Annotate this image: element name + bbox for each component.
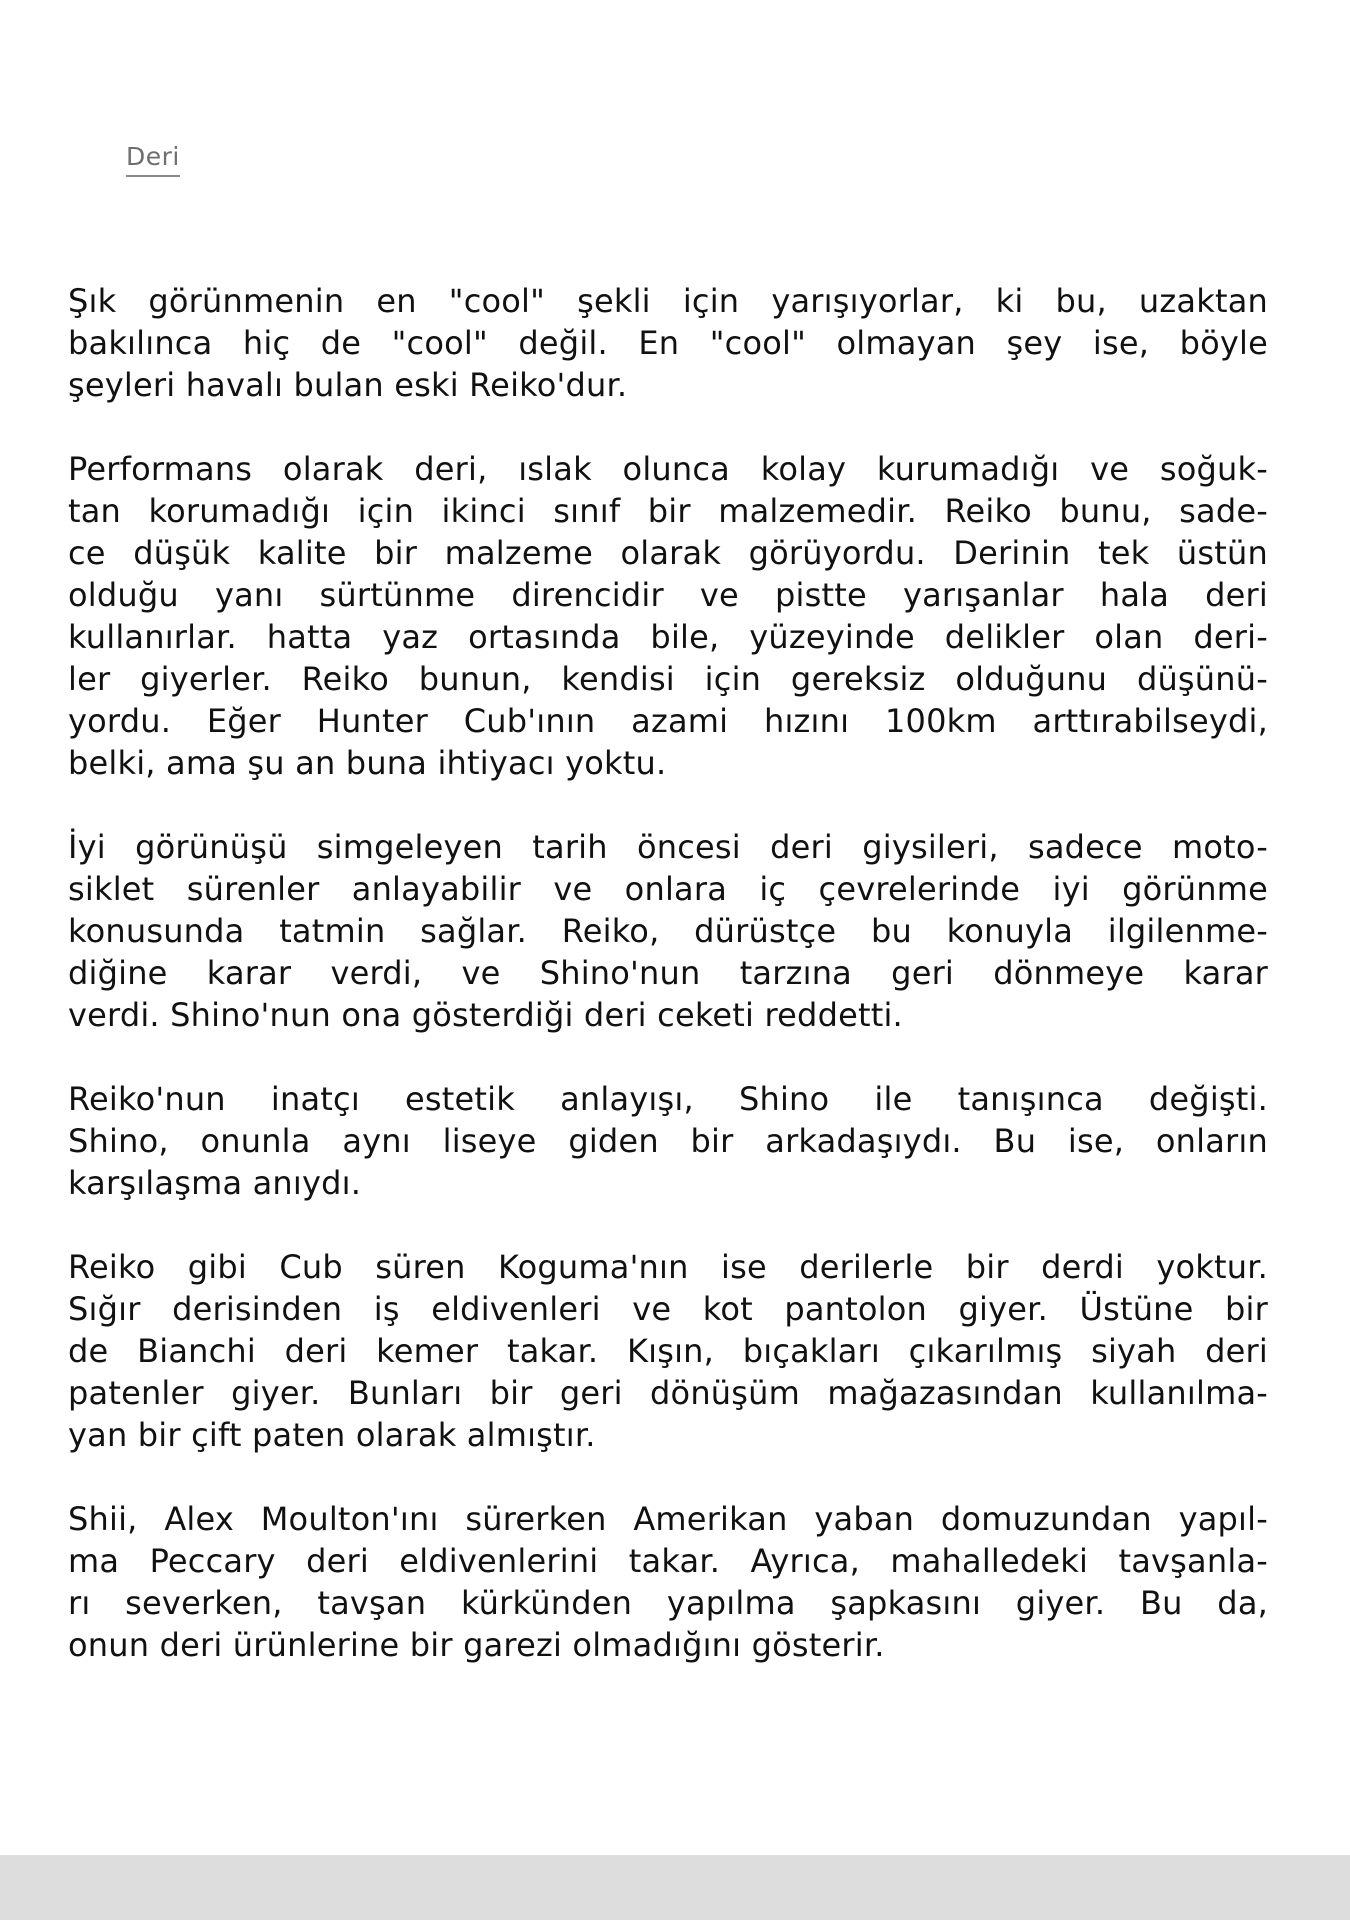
paragraph [68,1498,1268,1666]
text-line: yan bir çift paten olarak almıştır. [68,1416,596,1454]
text-line: rı severken, tavşan kürkünden yapılma şapkasını giyer. Bu da, [68,1584,1268,1622]
paragraph [68,448,1268,784]
text-line: Reiko gibi Cub süren Koguma'nın ise derilerle bir derdi yoktur. [68,1248,1268,1286]
section-label: Deri [126,144,180,177]
text-line: yordu. Eğer Hunter Cub'ının azami hızını 100km arttırabilseydi, [68,702,1268,740]
paragraph [68,1246,1268,1456]
text-line: Shino, onunla aynı liseye giden bir arkadaşıydı. Bu ise, onların [68,1122,1268,1160]
text-line: olduğu yanı sürtünme direncidir ve pistte yarışanlar hala deri [68,576,1268,614]
text-line: şeyleri havalı bulan eski Reiko'dur. [68,366,628,404]
text-line: Performans olarak deri, ıslak olunca kolay kurumadığı ve soğuk- [68,450,1268,488]
text-line: konusunda tatmin sağlar. Reiko, dürüstçe bu konuyla ilgilenme- [68,912,1268,950]
text-line: karşılaşma anıydı. [68,1164,362,1202]
text-line: Shii, Alex Moulton'ını sürerken Amerikan yaban domuzundan yapıl- [68,1500,1268,1538]
text-line: kullanırlar. hatta yaz ortasında bile, yüzeyinde delikler olan deri- [68,618,1268,656]
text-line: Reiko'nun inatçı estetik anlayışı, Shino ile tanışınca değişti. [68,1080,1268,1118]
text-line: ma Peccary deri eldivenlerini takar. Ayrıca, mahalledeki tavşanla- [68,1542,1268,1580]
text-line: tan korumadığı için ikinci sınıf bir malzemedir. Reiko bunu, sade- [68,492,1268,530]
text-line: diğine karar verdi, ve Shino'nun tarzına geri dönmeye karar [68,954,1268,992]
text-line: ce düşük kalite bir malzeme olarak görüyordu. Derinin tek üstün [68,534,1268,572]
text-line: İyi görünüşü simgeleyen tarih öncesi deri giysileri, sadece moto- [68,828,1268,866]
text-line: patenler giyer. Bunları bir geri dönüşüm mağazasından kullanılma- [68,1374,1268,1412]
paragraph [68,826,1268,1036]
text-line: belki, ama şu an buna ihtiyacı yoktu. [68,744,667,782]
paragraph [68,1078,1268,1204]
text-line: onun deri ürünlerine bir garezi olmadığını gösterir. [68,1626,885,1664]
text-line: ler giyerler. Reiko bunun, kendisi için gereksiz olduğunu düşünü- [68,660,1268,698]
text-line: Şık görünmenin en "cool" şekli için yarışıyorlar, ki bu, uzaktan [68,282,1268,320]
text-line: siklet sürenler anlayabilir ve onlara iç çevrelerinde iyi görünme [68,870,1268,908]
text-line: de Bianchi deri kemer takar. Kışın, bıçakları çıkarılmış siyah deri [68,1332,1268,1370]
text-line: bakılınca hiç de "cool" değil. En "cool" olmayan şey ise, böyle [68,324,1268,362]
text-line: verdi. Shino'nun ona gösterdiği deri ceketi reddetti. [68,996,903,1034]
page-bottom-margin [0,1855,1350,1920]
text-line: Sığır derisinden iş eldivenleri ve kot pantolon giyer. Üstüne bir [68,1290,1268,1328]
body-text [68,280,1268,1708]
paragraph [68,280,1268,406]
